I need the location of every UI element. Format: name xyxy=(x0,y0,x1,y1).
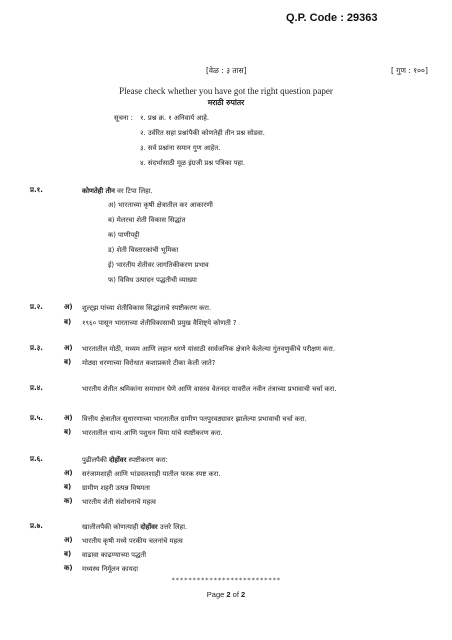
question-number: प्र.६. xyxy=(30,455,43,463)
subquestion-text: मध्यस्थ निर्मूलन कायदा xyxy=(82,565,139,573)
subquestion-text: शुल्ट्झ यांच्या शेतीविकास सिद्धांताचे स्पष्टीकरण करा. xyxy=(82,304,211,312)
subquestion-label: अ) xyxy=(64,414,73,422)
question-text: भारतीय शेतीत श्रमिकांना समाधान घेणे आणि वास्तव वेतनदर यावरील नवीन तंत्राच्या प्रभावाची चर्चा करा. xyxy=(82,385,337,393)
subquestion-label: ब) xyxy=(64,550,72,558)
translation-title: मराठी रुपांतर xyxy=(207,98,245,107)
prompt-emphasis: दोहोंवर xyxy=(140,523,158,531)
option-item: फ) विविध उत्पादन पद्धतीची व्याख्या xyxy=(108,276,197,284)
subquestion-label: अ) xyxy=(64,536,73,544)
subquestion-label: क) xyxy=(64,497,73,505)
subquestion-label: ब) xyxy=(64,358,72,366)
prompt-text: खालीलपैकी कोणत्याही xyxy=(82,523,141,531)
option-item: ई) भारतीय शेतीवर जागतिकीकरण प्रभाव xyxy=(108,261,209,269)
subquestion-text: वित्तीय क्षेत्रातील सुधारणाच्या भारतातील ग्रामीण पतपुरवठ्यावर झालेल्या प्रभावाची चर्चा करा. xyxy=(82,415,307,423)
subquestion-label: अ) xyxy=(64,303,73,311)
subquestion-text: वाढावा काढण्याच्या पद्धती xyxy=(82,551,147,559)
qp-code: Q.P. Code : 29363 xyxy=(286,12,378,24)
exam-marks: [ गुण : १००] xyxy=(391,66,428,75)
check-note: Please check whether you have got the right question paper xyxy=(119,86,333,96)
page-number xyxy=(0,590,452,599)
page-of: of xyxy=(230,590,242,599)
subquestion-label: ब) xyxy=(64,483,72,491)
option-item: अ) भारताच्या कृषी क्षेत्रातील कर आकारणी xyxy=(108,201,213,209)
subquestion-label: अ) xyxy=(64,344,73,352)
end-separator: ************************** xyxy=(171,576,281,584)
option-item: ब) मेलरचा शेती विकास सिद्धांत xyxy=(108,216,186,224)
option-item: ड) शेती विस्तारकांची भूमिका xyxy=(108,246,179,254)
prompt-text: वर टिपा लिहा. xyxy=(114,187,153,195)
question-number: प्र.७. xyxy=(30,522,43,530)
subquestion-text: भारतीय शेती संशोधनाचे महत्व xyxy=(82,498,156,506)
subquestion-label: क) xyxy=(64,564,73,572)
question-number: प्र.४. xyxy=(30,384,43,392)
exam-time: [वेळ : ३ तास] xyxy=(206,66,247,75)
subquestion-text: भारतातील धान्य आणि पशुधन विमा यांचे स्पष्टीकरण करा. xyxy=(82,429,223,437)
instruction-item: ३. सर्व प्रश्नांना समान गुण आहेत. xyxy=(140,144,221,152)
prompt-text: उत्तरे लिहा. xyxy=(157,523,188,531)
subquestion-text: मोठ्या धरणाच्या विरोधात कशाप्रकारे टीका केली जाते? xyxy=(82,359,216,367)
question-prompt xyxy=(82,455,168,464)
question-prompt xyxy=(82,186,153,195)
instruction-item: ४. संदर्भासाठी मूळ इंग्रजी प्रश्न पत्रिका पहा. xyxy=(140,159,246,167)
subquestion-label: ब) xyxy=(64,428,72,436)
subquestion-text: भारतातील मोठी, मध्यम आणि लहान धरणे यांसाठी सार्वजनिक क्षेत्राने केलेल्या गुंतवणुकीचे परीक्षण करा. xyxy=(82,345,335,353)
question-number: प्र.१. xyxy=(30,186,43,194)
question-number: प्र.५. xyxy=(30,414,43,422)
subquestion-text: ग्रामीण शहरी उत्पन्न विषमता xyxy=(82,484,150,492)
page-current: 2 xyxy=(226,590,231,599)
question-number: प्र.२. xyxy=(30,303,43,311)
subquestion-text: भारतीय कृषी मध्ये परकीय चलनांचे महत्व xyxy=(82,537,183,545)
subquestion-text: १९६० पासून भारताच्या शेतीविकासाची प्रमुख वैशिष्ट्ये कोणती ? xyxy=(82,319,237,327)
subquestion-label: ब) xyxy=(64,318,72,326)
question-number: प्र.३. xyxy=(30,344,43,352)
prompt-emphasis: दोहोंवर xyxy=(109,456,127,464)
prompt-emphasis: कोणतेही तीन xyxy=(82,187,115,195)
instruction-item: १. प्रश्न क्र. १ अनिवार्य आहे. xyxy=(140,114,210,122)
subquestion-text: सरंजामशाही आणि भांडवलशाही यातील फरक स्पष्ट करा. xyxy=(82,470,221,478)
page-total: 2 xyxy=(241,590,246,599)
option-item: क) पाणीपट्टी xyxy=(108,231,140,239)
question-prompt xyxy=(82,522,187,531)
instructions-heading: सूचना : xyxy=(114,114,133,122)
prompt-text: पुढीलपैकी xyxy=(82,456,110,464)
instruction-item: २. उर्वरित सहा प्रश्नांपैकी कोणतेही तीन प्रश्न सोडवा. xyxy=(140,129,265,137)
subquestion-label: अ) xyxy=(64,469,73,477)
prompt-text: स्पष्टीकरण करा: xyxy=(126,456,168,464)
page-prefix: Page xyxy=(206,590,227,599)
